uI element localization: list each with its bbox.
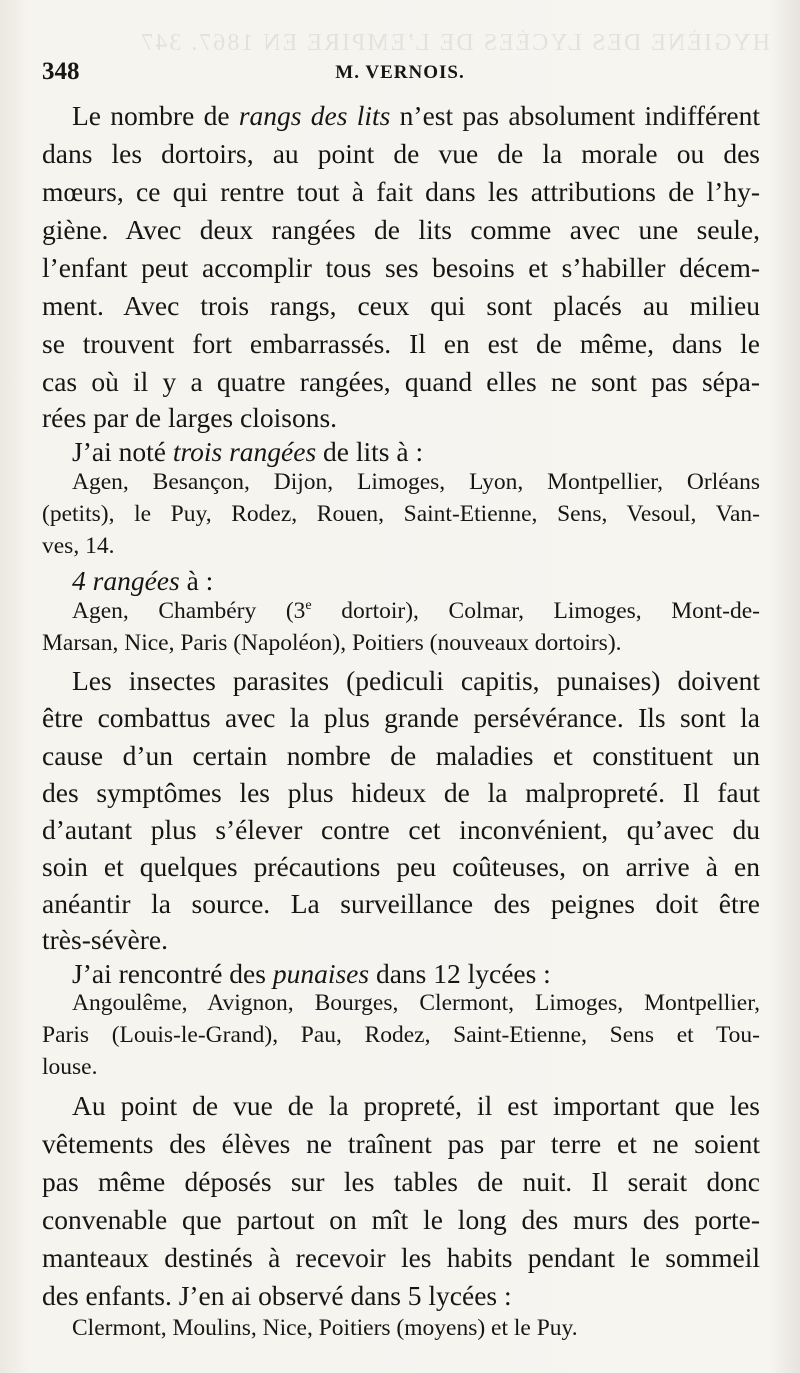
text-span: manteaux destinés à recevoir les habits pendant le sommeil [42, 1242, 760, 1273]
text-line [42, 1280, 760, 1312]
text-line [42, 851, 760, 883]
text-span: soin et quelques précautions peu coûteuses, on arrive à en [42, 851, 760, 882]
text-line [42, 1242, 760, 1274]
text-span: Les insectes parasites (pediculi capitis, punaises) doivent [72, 665, 760, 696]
italic-term: rangs des lits [238, 100, 391, 131]
text-line [42, 1204, 760, 1236]
text-span: être combattus avec la plus grande persévérance. Ils sont la [42, 702, 760, 733]
list-line [42, 1054, 760, 1081]
text-span: Angoulême, Avignon, Bourges, Clermont, Limoges, Montpellier, [72, 990, 760, 1016]
text-line [42, 777, 760, 809]
running-head: M. VERNOIS. [335, 62, 465, 83]
list-line [42, 990, 760, 1017]
text-span: J’ai noté [72, 436, 173, 467]
list-line [42, 1315, 760, 1342]
list-line [42, 598, 760, 625]
text-span: Au point de vue de la propreté, il est important que les [72, 1090, 760, 1121]
italic-term: 4 rangées [72, 565, 180, 596]
text-span: des enfants. J’en ai observé dans 5 lycées : [42, 1280, 512, 1311]
text-span: dans 12 lycées : [369, 958, 551, 989]
text-span: l’enfant peut accomplir tous ses besoins et s’habiller décem- [42, 252, 760, 283]
text-span: Agen, Chambéry (3 [72, 598, 306, 624]
text-line [42, 924, 760, 956]
text-span: Agen, Besançon, Dijon, Limoges, Lyon, Montpellier, Orléans [72, 469, 760, 495]
text-line [42, 888, 760, 920]
text-line [42, 1090, 760, 1122]
text-line [42, 290, 760, 322]
text-line [42, 100, 760, 132]
text-span: anéantir la source. La surveillance des peignes doit être [42, 888, 760, 919]
text-line [42, 702, 760, 734]
text-span: giène. Avec deux rangées de lits comme avec une seule, [42, 214, 760, 245]
text-span: Paris (Louis-le-Grand), Pau, Rodez, Saint-Etienne, Sens et Tou- [42, 1022, 760, 1048]
text-span: ment. Avec trois rangs, ceux qui sont placés au milieu [42, 290, 760, 321]
italic-term: punaises [272, 958, 370, 989]
text-span: convenable que partout on mît le long des murs des porte- [42, 1204, 760, 1235]
list-line [42, 630, 760, 657]
list-line [42, 501, 760, 528]
text-span: de lits à : [316, 436, 424, 467]
text-line [42, 565, 760, 597]
text-span: n’est pas absolument indifférent [390, 100, 760, 131]
text-span: Le nombre de [72, 100, 239, 131]
text-span: mœurs, ce qui rentre tout à fait dans les attributions de l’hy- [42, 176, 760, 207]
text-span: (petits), le Puy, Rodez, Rouen, Saint-Etienne, Sens, Vesoul, Van- [42, 501, 760, 527]
list-line [42, 469, 760, 496]
list-line [42, 533, 760, 560]
text-span: ves, 14. [42, 533, 115, 559]
list-line [42, 1022, 760, 1049]
text-line [42, 1166, 760, 1198]
text-span: d’autant plus s’élever contre cet inconvénient, qu’avec du [42, 814, 760, 845]
text-span: à : [179, 565, 214, 596]
italic-term: trois rangées [172, 436, 317, 467]
text-span: dans les dortoirs, au point de vue de la morale ou des [42, 138, 760, 169]
text-line [42, 958, 760, 990]
text-span: très-sévère. [42, 924, 168, 955]
text-line [42, 366, 760, 398]
text-span: J’ai rencontré des [72, 958, 273, 989]
text-span: vêtements des élèves ne traînent pas par terre et ne soient [42, 1128, 760, 1159]
text-line [42, 214, 760, 246]
text-line [42, 1128, 760, 1160]
text-line [42, 328, 760, 360]
text-span: Marsan, Nice, Paris (Napoléon), Poitiers (nouveaux dortoirs). [42, 630, 622, 656]
text-span: cas où il y a quatre rangées, quand elles ne sont pas sépa- [42, 366, 760, 397]
text-line [42, 436, 760, 468]
text-span: dortoir), Colmar, Limoges, Mont-de- [311, 598, 760, 624]
show-through-text: HYGIÈNE DES LYCÉES DE L’EMPIRE EN 1867. 347 [139, 30, 770, 56]
text-line [42, 176, 760, 208]
text-line [42, 740, 760, 772]
page-header [42, 58, 758, 88]
text-span: cause d’un certain nombre de maladies et constituent un [42, 740, 760, 771]
text-span: Clermont, Moulins, Nice, Poitiers (moyens) et le Puy. [72, 1315, 578, 1341]
text-span: des symptômes les plus hideux de la malpropreté. Il faut [42, 777, 760, 808]
text-span: pas même déposés sur les tables de nuit. Il serait donc [42, 1166, 760, 1197]
text-line [42, 402, 760, 434]
text-span: se trouvent fort embarrassés. Il en est de même, dans le [42, 328, 760, 359]
text-line [42, 138, 760, 170]
superscript: e [305, 597, 312, 614]
text-span: rées par de larges cloisons. [42, 402, 338, 433]
text-span: louse. [42, 1054, 98, 1080]
text-line [42, 814, 760, 846]
page-number: 348 [42, 58, 80, 85]
text-line [42, 665, 760, 697]
text-line [42, 252, 760, 284]
